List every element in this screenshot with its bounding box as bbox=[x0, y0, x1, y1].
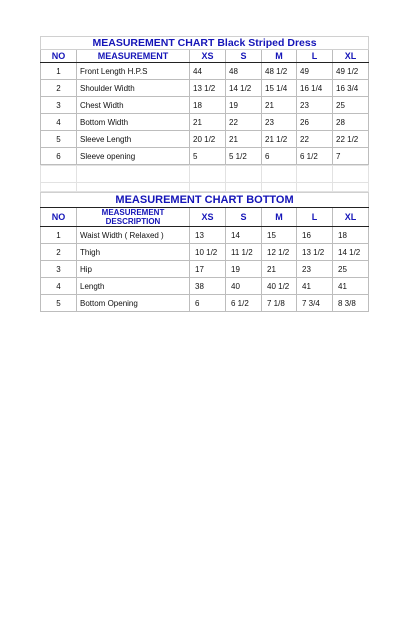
measurement-name: Front Length H.P.S bbox=[77, 63, 190, 80]
table-row bbox=[41, 227, 369, 244]
size-value: 12 1/2 bbox=[262, 244, 297, 261]
size-value: 21 bbox=[226, 131, 262, 148]
row-number: 1 bbox=[41, 63, 77, 80]
col-header-xl: XL bbox=[333, 208, 369, 227]
size-value: 49 1/2 bbox=[333, 63, 369, 80]
col-header-s: S bbox=[226, 50, 262, 63]
size-value: 25 bbox=[333, 97, 369, 114]
col-header-l: L bbox=[297, 208, 333, 227]
table-row bbox=[41, 63, 369, 80]
size-value: 16 1/4 bbox=[297, 80, 333, 97]
table-row bbox=[41, 278, 369, 295]
measurement-name: Thigh bbox=[77, 244, 190, 261]
size-value: 44 bbox=[190, 63, 226, 80]
size-value: 14 1/2 bbox=[226, 80, 262, 97]
dress-chart-title-row bbox=[41, 37, 369, 50]
bottom-chart-title: MEASUREMENT CHART BOTTOM bbox=[41, 193, 369, 208]
size-value: 17 bbox=[190, 261, 226, 278]
bottom-chart bbox=[40, 192, 369, 312]
size-value: 22 bbox=[226, 114, 262, 131]
size-value: 19 bbox=[226, 261, 262, 278]
size-value: 48 1/2 bbox=[262, 63, 297, 80]
size-value: 6 bbox=[262, 148, 297, 165]
size-value: 5 1/2 bbox=[226, 148, 262, 165]
spacer-row bbox=[41, 183, 369, 192]
spacer-grid bbox=[40, 165, 369, 192]
row-number: 3 bbox=[41, 97, 77, 114]
size-value: 48 bbox=[226, 63, 262, 80]
header-text: MEASUREMENT DESCRIPTION bbox=[101, 208, 165, 226]
size-value: 21 bbox=[262, 97, 297, 114]
size-value: 19 bbox=[226, 97, 262, 114]
size-value: 23 bbox=[262, 114, 297, 131]
table-row bbox=[41, 97, 369, 114]
col-header-xs: XS bbox=[190, 208, 226, 227]
size-value: 13 bbox=[190, 227, 226, 244]
size-value: 40 1/2 bbox=[262, 278, 297, 295]
col-header-s: S bbox=[226, 208, 262, 227]
bottom-chart-title-row bbox=[41, 193, 369, 208]
bottom-chart-header bbox=[41, 208, 369, 227]
measurement-name: Chest Width bbox=[77, 97, 190, 114]
dress-chart-header bbox=[41, 50, 369, 63]
size-value: 20 1/2 bbox=[190, 131, 226, 148]
size-value: 40 bbox=[226, 278, 262, 295]
size-value: 22 bbox=[297, 131, 333, 148]
measurement-name: Bottom Opening bbox=[77, 295, 190, 312]
size-value: 8 3/8 bbox=[333, 295, 369, 312]
dress-chart bbox=[40, 36, 369, 165]
size-value: 18 bbox=[333, 227, 369, 244]
col-header-no: NO bbox=[41, 208, 77, 227]
size-value: 14 1/2 bbox=[333, 244, 369, 261]
measurement-sheet bbox=[40, 36, 368, 312]
size-value: 18 bbox=[190, 97, 226, 114]
size-value: 41 bbox=[333, 278, 369, 295]
size-value: 38 bbox=[190, 278, 226, 295]
size-value: 13 1/2 bbox=[190, 80, 226, 97]
col-header-l: L bbox=[297, 50, 333, 63]
size-value: 23 bbox=[297, 261, 333, 278]
size-value: 26 bbox=[297, 114, 333, 131]
col-header-no: NO bbox=[41, 50, 77, 63]
col-header-measurement: MEASUREMENT bbox=[77, 50, 190, 63]
size-value: 15 1/4 bbox=[262, 80, 297, 97]
row-number: 5 bbox=[41, 295, 77, 312]
row-number: 2 bbox=[41, 80, 77, 97]
measurement-name: Sleeve opening bbox=[77, 148, 190, 165]
size-value: 41 bbox=[297, 278, 333, 295]
row-number: 5 bbox=[41, 131, 77, 148]
measurement-name: Bottom Width bbox=[77, 114, 190, 131]
spacer-row bbox=[41, 166, 369, 183]
size-value: 5 bbox=[190, 148, 226, 165]
size-value: 16 bbox=[297, 227, 333, 244]
row-number: 4 bbox=[41, 278, 77, 295]
size-value: 21 1/2 bbox=[262, 131, 297, 148]
size-value: 6 bbox=[190, 295, 226, 312]
size-value: 11 1/2 bbox=[226, 244, 262, 261]
table-row bbox=[41, 80, 369, 97]
size-value: 22 1/2 bbox=[333, 131, 369, 148]
size-value: 15 bbox=[262, 227, 297, 244]
measurement-name: Waist Width ( Relaxed ) bbox=[77, 227, 190, 244]
size-value: 25 bbox=[333, 261, 369, 278]
col-header-m: M bbox=[262, 208, 297, 227]
size-value: 13 1/2 bbox=[297, 244, 333, 261]
measurement-name: Length bbox=[77, 278, 190, 295]
measurement-name: Hip bbox=[77, 261, 190, 278]
table-row bbox=[41, 244, 369, 261]
size-value: 7 1/8 bbox=[262, 295, 297, 312]
row-number: 3 bbox=[41, 261, 77, 278]
table-row bbox=[41, 148, 369, 165]
table-row bbox=[41, 295, 369, 312]
table-row bbox=[41, 261, 369, 278]
size-value: 16 3/4 bbox=[333, 80, 369, 97]
size-value: 49 bbox=[297, 63, 333, 80]
row-number: 1 bbox=[41, 227, 77, 244]
size-value: 6 1/2 bbox=[226, 295, 262, 312]
size-value: 6 1/2 bbox=[297, 148, 333, 165]
col-header-m: M bbox=[262, 50, 297, 63]
table-row bbox=[41, 114, 369, 131]
row-number: 4 bbox=[41, 114, 77, 131]
row-number: 6 bbox=[41, 148, 77, 165]
measurement-name: Sleeve Length bbox=[77, 131, 190, 148]
size-value: 23 bbox=[297, 97, 333, 114]
size-value: 14 bbox=[226, 227, 262, 244]
size-value: 10 1/2 bbox=[190, 244, 226, 261]
size-value: 7 bbox=[333, 148, 369, 165]
size-value: 28 bbox=[333, 114, 369, 131]
measurement-name: Shoulder Width bbox=[77, 80, 190, 97]
dress-chart-title: MEASUREMENT CHART Black Striped Dress bbox=[41, 37, 369, 50]
size-value: 21 bbox=[262, 261, 297, 278]
size-value: 21 bbox=[190, 114, 226, 131]
col-header-xs: XS bbox=[190, 50, 226, 63]
col-header-xl: XL bbox=[333, 50, 369, 63]
table-row bbox=[41, 131, 369, 148]
size-value: 7 3/4 bbox=[297, 295, 333, 312]
row-number: 2 bbox=[41, 244, 77, 261]
col-header-measurement-description bbox=[77, 208, 190, 227]
